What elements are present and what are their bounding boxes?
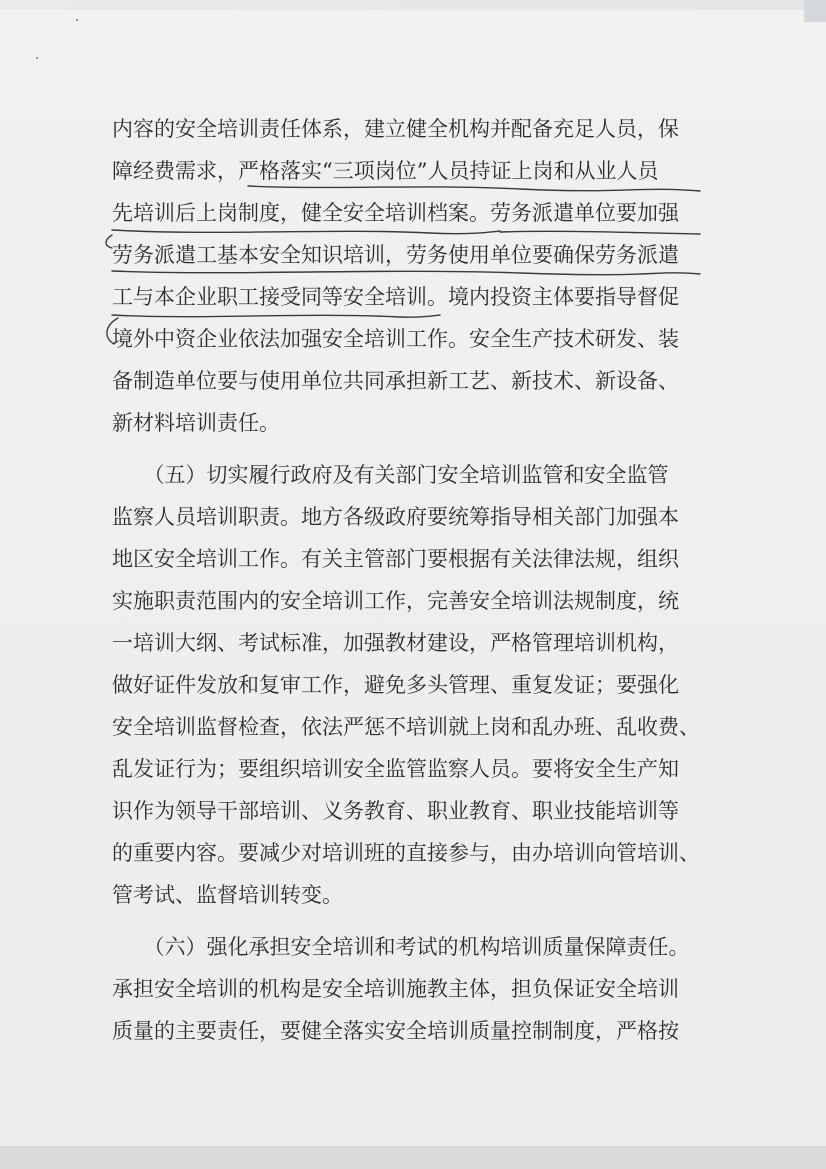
text-line: 劳务派遣工基本安全知识培训，劳务使用单位要确保劳务派遣: [112, 243, 679, 267]
scan-top-edge: [0, 0, 826, 10]
paragraph-five: [112, 454, 712, 916]
text-line: 质量的主要责任，要健全落实安全培训质量控制制度，严格按: [112, 1019, 679, 1043]
text-line: 先培训后上岗制度，健全安全培训档案。劳务派遣单位要加强: [112, 201, 679, 225]
text-line: 实施职责范围内的安全培训工作，完善安全培训法规制度，统: [112, 589, 679, 613]
text-line: 管考试、监督培训转变。: [112, 883, 343, 907]
text-line: 工与本企业职工接受同等安全培训。境内投资主体要指导督促: [112, 285, 679, 309]
text-line: 一培训大纲、考试标准，加强教材建设，严格管理培训机构，: [112, 631, 679, 655]
paragraph-continuation: [112, 108, 712, 444]
document-body: [112, 108, 712, 1052]
text-line: 安全培训监督检查，依法严惩不培训就上岗和乱办班、乱收费、: [112, 715, 700, 739]
text-line: 识作为领导干部培训、义务教育、职业教育、职业技能培训等: [112, 799, 679, 823]
text-line: 地区安全培训工作。有关主管部门要根据有关法律法规，组织: [112, 547, 679, 571]
text-line: 监察人员培训职责。地方各级政府要统筹指导相关部门加强本: [112, 505, 679, 529]
text-line: 承担安全培训的机构是安全培训施教主体，担负保证安全培训: [112, 977, 679, 1001]
scan-corner-shadow: [804, 0, 826, 22]
text-line: （六）强化承担安全培训和考试的机构培训质量保障责任。: [112, 935, 690, 959]
text-line: 的重要内容。要减少对培训班的直接参与，由办培训向管培训、: [112, 841, 700, 865]
paragraph-gap: [112, 444, 712, 454]
text-line: （五）切实履行政府及有关部门安全培训监管和安全监管: [112, 463, 669, 487]
paragraph-gap: [112, 916, 712, 926]
scan-bottom-edge: [0, 1146, 826, 1169]
scan-speck: [36, 57, 38, 59]
text-line: 新材料培训责任。: [112, 411, 280, 435]
text-line: 乱发证行为；要组织培训安全监管监察人员。要将安全生产知: [112, 757, 679, 781]
paragraph-six: [112, 926, 712, 1052]
text-line: 内容的安全培训责任体系，建立健全机构并配备充足人员，保: [112, 117, 679, 141]
text-line: 境外中资企业依法加强安全培训工作。安全生产技术研发、装: [112, 327, 679, 351]
text-line: 做好证件发放和复审工作，避免多头管理、重复发证；要强化: [112, 673, 679, 697]
scan-speck: [76, 19, 78, 21]
text-line: 备制造单位要与使用单位共同承担新工艺、新技术、新设备、: [112, 369, 679, 393]
text-line: 障经费需求，严格落实“三项岗位”人员持证上岗和从业人员: [112, 159, 659, 183]
